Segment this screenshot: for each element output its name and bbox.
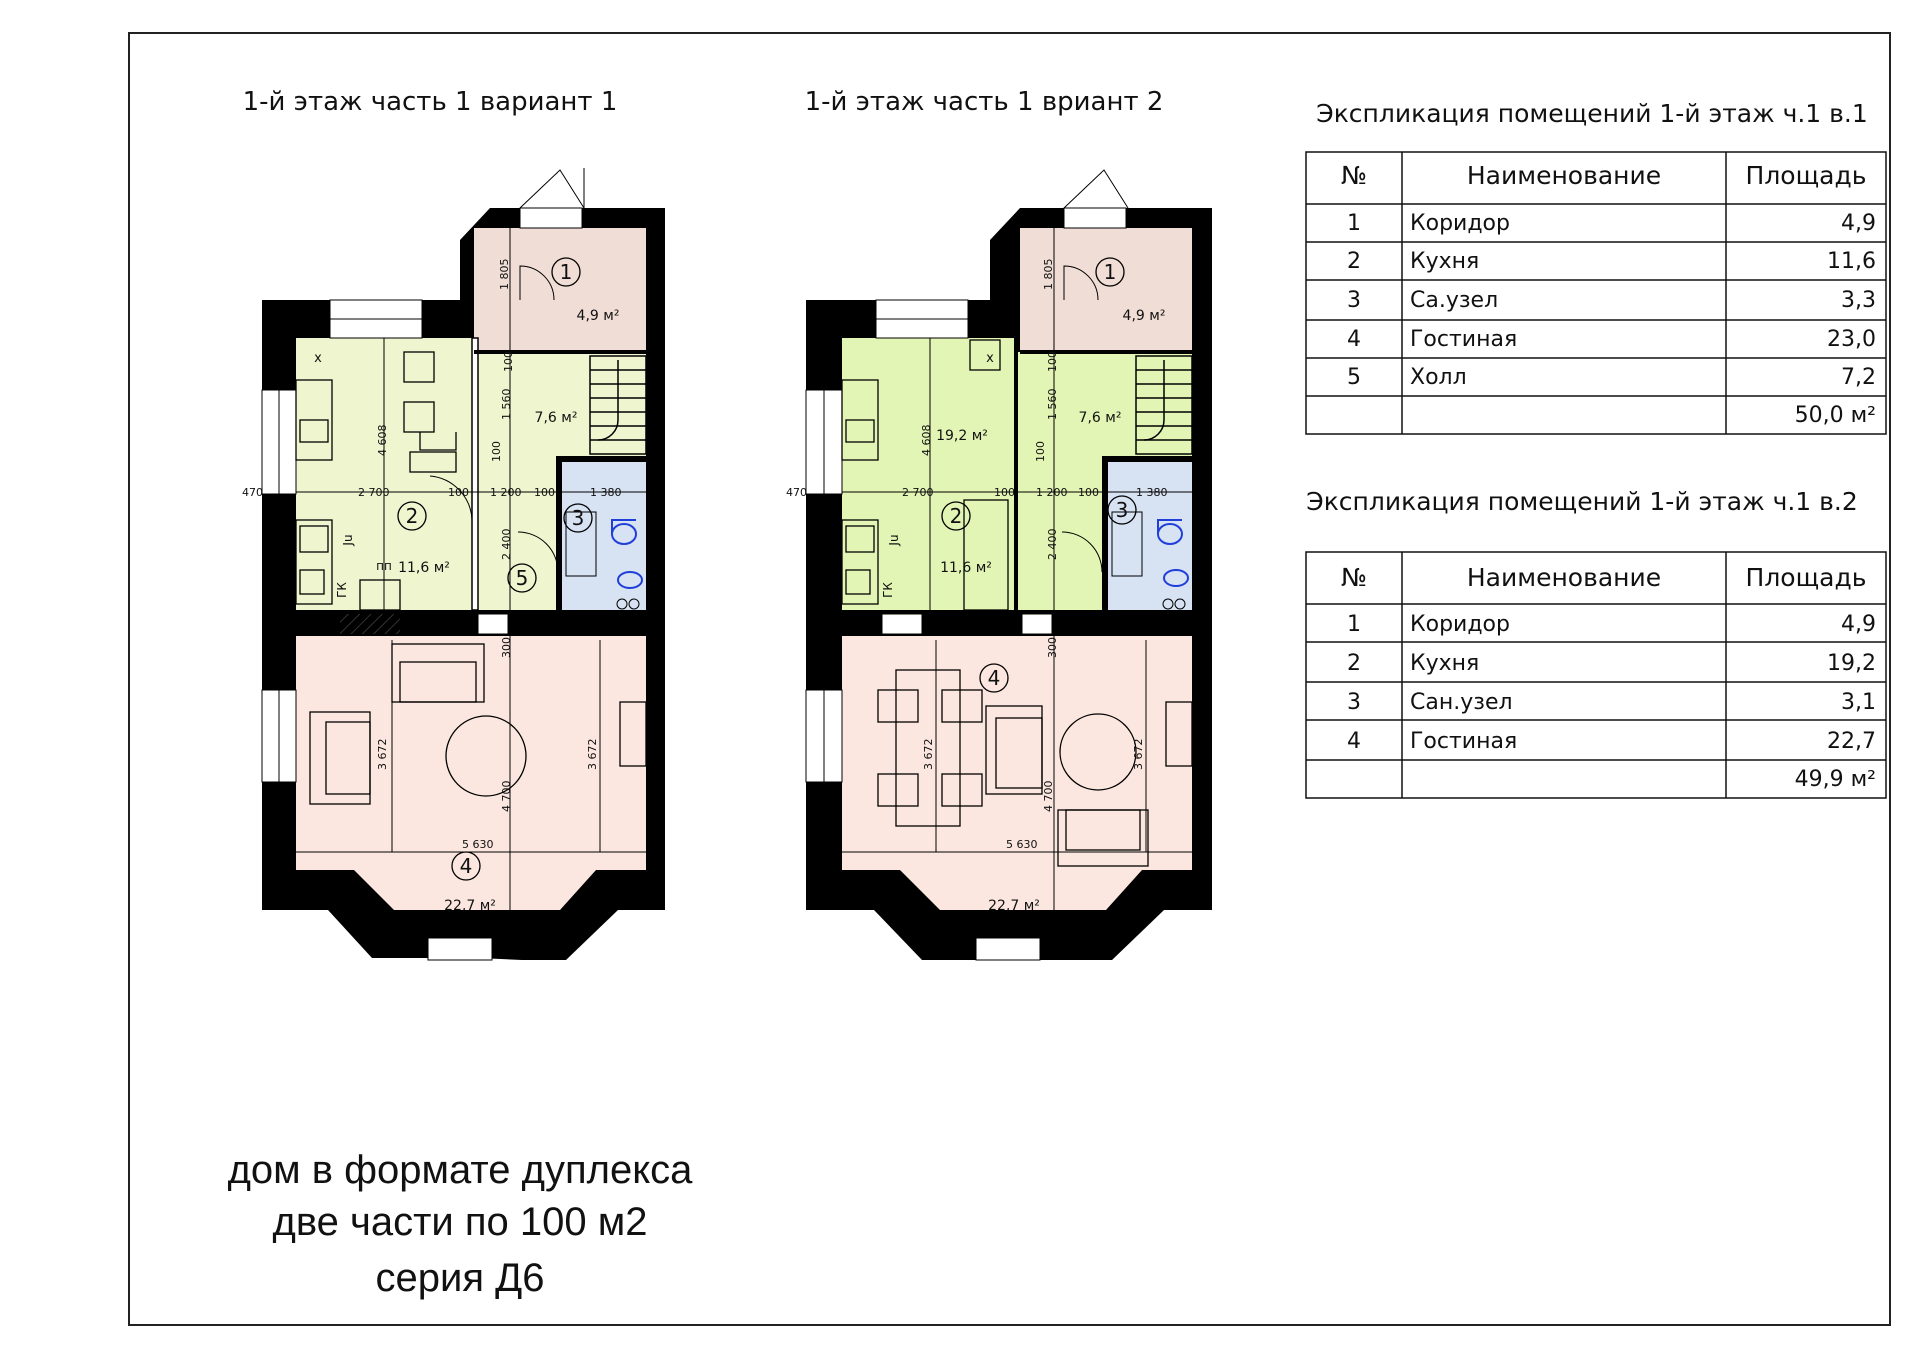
table-header: Площадь: [1745, 563, 1867, 592]
table-cell: 1: [1347, 211, 1361, 236]
door-opening: [1022, 614, 1052, 634]
wall-partition: [556, 456, 562, 610]
table-cell: 3,3: [1841, 288, 1876, 313]
dim-label: 1 805: [498, 258, 511, 290]
room-number: 4: [987, 666, 1001, 690]
table-cell: 4,9: [1841, 211, 1876, 236]
dim-label: 1 200: [490, 486, 522, 499]
room-number: 4: [459, 854, 473, 878]
table-cell: Гостиная: [1410, 729, 1518, 754]
dim-label: 3 672: [586, 738, 599, 770]
wall-partition: [1102, 456, 1108, 610]
room-area: 7,6 м²: [534, 410, 578, 426]
explication-table-2: [1306, 487, 1886, 798]
table-header: Площадь: [1745, 161, 1867, 190]
dim-label: 100: [1078, 486, 1099, 499]
mark-gk: ГК: [881, 582, 895, 598]
caption-line-3: серия Д6: [375, 1256, 545, 1300]
table-total: 49,9 м²: [1794, 767, 1876, 792]
mark-gk: ГК: [335, 582, 349, 598]
table-cell: Кухня: [1410, 249, 1480, 274]
explication-table-1: [1306, 99, 1886, 434]
table-cell: 4,9: [1841, 612, 1876, 637]
mark-ju: Ju: [341, 534, 355, 546]
dim-label: 1 560: [1046, 388, 1059, 420]
room-area: 19,2 м²: [936, 428, 988, 444]
dim-label: 3 672: [922, 738, 935, 770]
room-number: 1: [1103, 260, 1117, 284]
table-cell: 4: [1347, 327, 1361, 352]
dim-label: 2 700: [902, 486, 934, 499]
dim-label: 4 608: [920, 424, 933, 456]
dim-label: 470: [242, 486, 263, 499]
room-area: 4,9 м²: [576, 308, 620, 324]
room-area: 22,7 м²: [444, 898, 496, 914]
window: [976, 938, 1040, 960]
dim-label: 1 560: [500, 388, 513, 420]
mark-pp: пп: [376, 559, 392, 573]
room-number: 2: [949, 504, 963, 528]
caption-line-1: дом в формате дуплекса: [227, 1148, 693, 1192]
wall-hatch: [340, 614, 400, 634]
wall-partition: [472, 338, 478, 610]
mark-ju: Ju: [887, 534, 901, 546]
room-number: 3: [1115, 498, 1129, 522]
dim-label: 2 400: [1046, 528, 1059, 560]
dim-label: 2 700: [358, 486, 390, 499]
dim-label: 1 380: [1136, 486, 1168, 499]
dim-label: 2 400: [500, 528, 513, 560]
table-cell: 22,7: [1827, 729, 1876, 754]
room-number: 3: [571, 506, 585, 530]
room-area: 7,6 м²: [1078, 410, 1122, 426]
dim-label: 4 608: [376, 424, 389, 456]
room-living: [842, 636, 1192, 910]
table-cell: Гостиная: [1410, 327, 1518, 352]
table-cell: 3: [1347, 690, 1361, 715]
table-cell: Холл: [1410, 365, 1467, 390]
wall-partition: [1014, 338, 1018, 610]
dim-label: 470: [786, 486, 807, 499]
mark-x: x: [986, 351, 994, 366]
dim-label: 100: [490, 441, 503, 462]
door-opening: [882, 614, 922, 634]
wall-partition: [556, 456, 646, 462]
table-cell: Са.узел: [1410, 288, 1499, 313]
plan-title: 1-й этаж часть 1 вриант 2: [804, 87, 1164, 117]
table-header: №: [1340, 563, 1368, 592]
table-cell: Сан.узел: [1410, 690, 1513, 715]
dim-label: 100: [994, 486, 1015, 499]
dim-label: 4 700: [500, 780, 513, 812]
dim-label: 300: [1046, 637, 1059, 658]
table-header: Наименование: [1466, 563, 1662, 592]
room-number: 2: [405, 504, 419, 528]
dim-label: 100: [1034, 441, 1047, 462]
table-cell: Кухня: [1410, 651, 1480, 676]
dim-label: 1 200: [1036, 486, 1068, 499]
dim-label: 100: [534, 486, 555, 499]
entrance-door: [1064, 208, 1126, 228]
table-cell: 2: [1347, 651, 1361, 676]
room-area: 11,6 м²: [398, 560, 450, 576]
dim-label: 100: [448, 486, 469, 499]
entrance-door: [520, 208, 582, 228]
room-number: 1: [559, 260, 573, 284]
table-total: 50,0 м²: [1794, 403, 1876, 428]
table-header: Наименование: [1466, 161, 1662, 190]
table-cell: 1: [1347, 612, 1361, 637]
wall-partition: [1102, 456, 1192, 462]
room-bathroom: [1108, 460, 1192, 610]
floor-plan-variant-2: [786, 87, 1212, 960]
wall-partition: [474, 350, 646, 354]
caption-line-2: две части по 100 м2: [272, 1200, 648, 1244]
dim-label: 5 630: [1006, 838, 1038, 851]
plan-title: 1-й этаж часть 1 вариант 1: [242, 87, 618, 117]
table-title: Экспликация помещений 1-й этаж ч.1 в.1: [1316, 99, 1868, 128]
table-cell: 3,1: [1841, 690, 1876, 715]
table-header: №: [1340, 161, 1368, 190]
room-number: 5: [515, 566, 529, 590]
table-cell: 23,0: [1827, 327, 1876, 352]
floor-plan-variant-1: [242, 87, 665, 960]
table-cell: 5: [1347, 365, 1361, 390]
table-title: Экспликация помещений 1-й этаж ч.1 в.2: [1306, 487, 1858, 516]
table-cell: 4: [1347, 729, 1361, 754]
table-cell: 3: [1347, 288, 1361, 313]
dim-label: 1 805: [1042, 258, 1055, 290]
dim-label: 100: [1046, 351, 1059, 372]
table-cell: 19,2: [1827, 651, 1876, 676]
dim-label: 3 672: [376, 738, 389, 770]
room-area: 4,9 м²: [1122, 308, 1166, 324]
dim-label: 3 672: [1132, 738, 1145, 770]
window: [428, 938, 492, 960]
table-cell: 7,2: [1841, 365, 1876, 390]
dim-label: 300: [500, 637, 513, 658]
table-cell: Коридор: [1410, 612, 1510, 637]
dim-label: 5 630: [462, 838, 494, 851]
room-area: 22,7 м²: [988, 898, 1040, 914]
dim-label: 4 700: [1042, 780, 1055, 812]
table-cell: 11,6: [1827, 249, 1876, 274]
room-hall: [1018, 352, 1106, 610]
room-area: 11,6 м²: [940, 560, 992, 576]
table-cell: Коридор: [1410, 211, 1510, 236]
door-opening: [478, 614, 508, 634]
table-cell: 2: [1347, 249, 1361, 274]
dim-label: 100: [502, 351, 515, 372]
mark-x: x: [314, 351, 322, 366]
dim-label: 1 380: [590, 486, 622, 499]
